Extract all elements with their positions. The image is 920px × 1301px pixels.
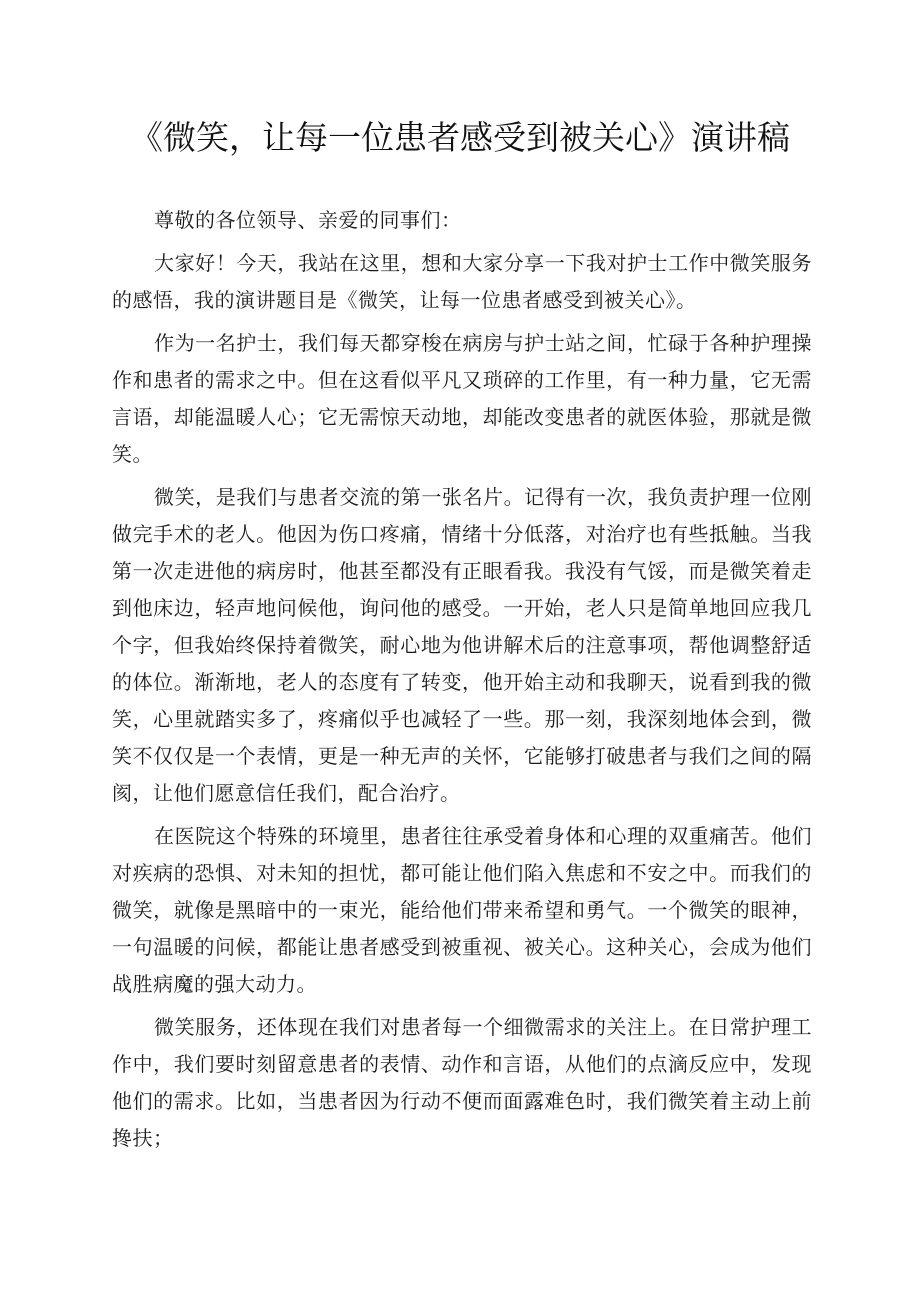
paragraph-salutation: 尊敬的各位领导、亲爱的同事们： — [154, 208, 462, 232]
paragraph: 作为一名护士，我们每天都穿梭在病房与护士站之间，忙碌于各种护理操作和患者的需求之中。但在这看似平凡又琐碎的工作里，有一种力量，它无需言语，却能温暖人心；它无需惊天动地，却能改变患者的就医体验，那就是微笑。 — [112, 331, 812, 466]
paragraph-opening: 大家好！今天，我站在这里，想和大家分享一下我对护士工作中微笑服务的感悟，我的演讲题目是《微笑，让每一位患者感受到被关心》。 — [112, 251, 812, 312]
document-body — [112, 202, 812, 1163]
paragraph: 微笑服务，还体现在我们对患者每一个细微需求的关注上。在日常护理工作中，我们要时刻留意患者的表情、动作和言语，从他们的点滴反应中，发现他们的需求。比如，当患者因为行动不便而面露难色时，我们微笑着主动上前搀扶； — [112, 1015, 812, 1150]
document-title: 《微笑，让每一位患者感受到被关心》演讲稿 — [130, 118, 790, 157]
paragraph: 微笑，是我们与患者交流的第一张名片。记得有一次，我负责护理一位刚做完手术的老人。他因为伤口疼痛，情绪十分低落，对治疗也有些抵触。当我第一次走进他的病房时，他甚至都没有正眼看我。我没有气馁，而是微笑着走到他床边，轻声地问候他，询问他的感受。一开始，老人只是简单地回应我几个字，但我始终保持着微笑，耐心地为他讲解术后的注意事项，帮他调整舒适的体位。渐渐地，老人的态度有了转变，他开始主动和我聊天，说看到我的微笑，心里就踏实多了，疼痛似乎也减轻了一些。那一刻，我深刻地体会到，微笑不仅仅是一个表情，更是一种无声的关怀，它能够打破患者与我们之间的隔阂，让他们愿意信任我们，配合治疗。 — [112, 485, 812, 805]
paragraph: 在医院这个特殊的环境里，患者往往承受着身体和心理的双重痛苦。他们对疾病的恐惧、对未知的担忧，都可能让他们陷入焦虑和不安之中。而我们的微笑，就像是黑暗中的一束光，能给他们带来希望和勇气。一个微笑的眼神，一句温暖的问候，都能让患者感受到被重视、被关心。这种关心，会成为他们战胜病魔的强大动力。 — [112, 824, 812, 996]
